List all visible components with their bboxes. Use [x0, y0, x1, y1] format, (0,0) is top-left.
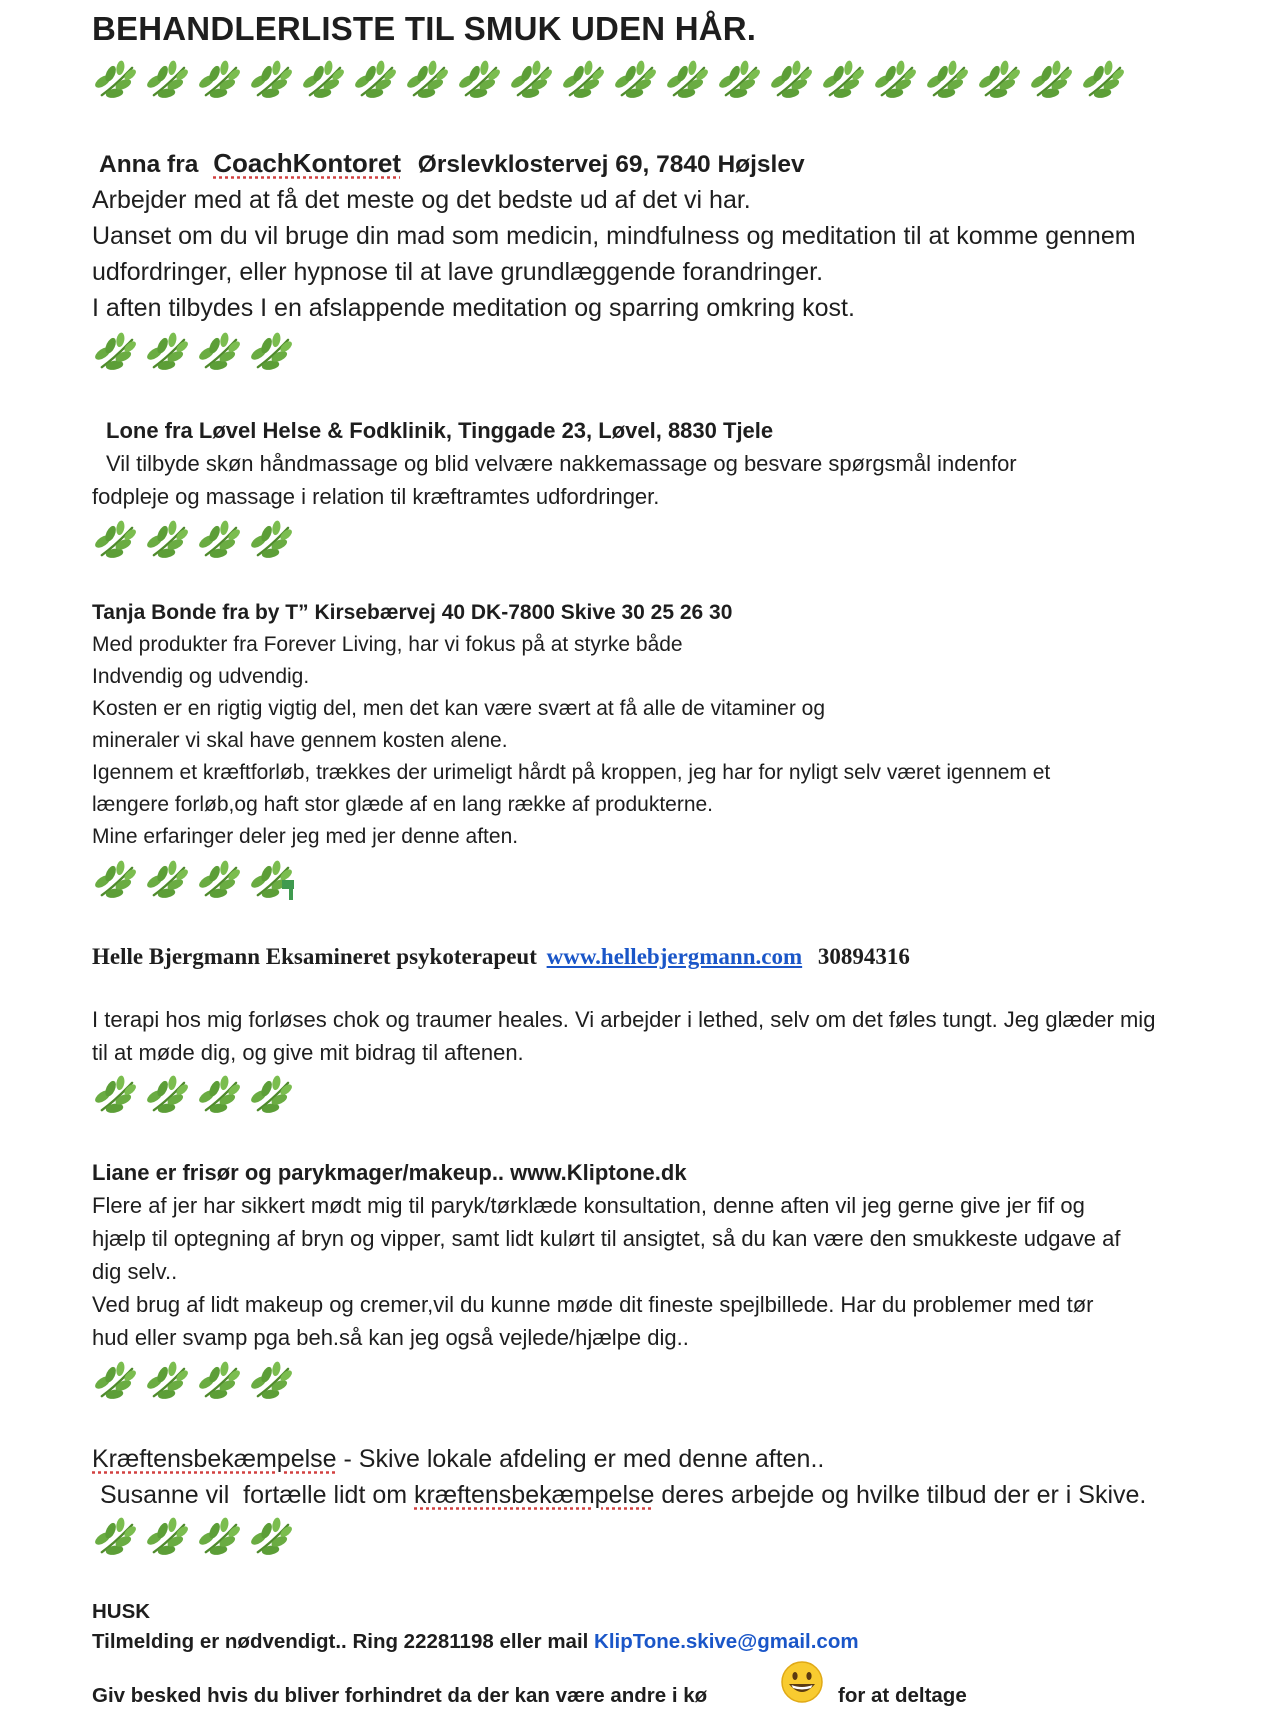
helle-line-1: I terapi hos mig forløses chok og traumer heales. Vi arbejder i lethed, selv om det føles tungt. Jeg glæder mig: [92, 1007, 1156, 1032]
herb-leaf-icon: [822, 60, 865, 103]
lone-line-2: fodpleje og massage i relation til kræftramtes udfordringer.: [92, 484, 660, 509]
herb-leaf-icon: [562, 60, 605, 103]
herb-leaf-icon: [978, 60, 1021, 103]
page-title: BEHANDLERLISTE TIL SMUK UDEN HÅR.: [92, 10, 757, 47]
herb-leaf-icon: [1082, 60, 1125, 103]
lone-heading: Lone fra Løvel Helse & Fodklinik, Tinggade 23, Løvel, 8830 Tjele: [106, 418, 774, 443]
signup-line: [92, 1630, 859, 1654]
anna-heading: [99, 148, 805, 179]
herb-leaf-icon: [250, 520, 293, 563]
lone-line-1: Vil tilbyde skøn håndmassage og blid velvære nakkemassage og besvare spørgsmål indenfor: [106, 451, 1017, 476]
anna-line-3: udfordringer, eller hypnose til at lave grundlæggende forandringer.: [92, 258, 824, 286]
leaf-row: [94, 860, 293, 903]
anna-address: Ørslevklostervej 69, 7840 Højslev: [417, 151, 805, 178]
leaf-row: [94, 332, 293, 375]
helle-line-2: til at møde dig, og give mit bidrag til aftenen.: [92, 1040, 524, 1065]
herb-leaf-icon: [614, 60, 657, 103]
herb-leaf-icon: [250, 1517, 293, 1560]
kraeft-line-2-b: deres arbejde og hvilke tilbud der er i Skive.: [654, 1481, 1147, 1509]
anna-line-1: Arbejder med at få det meste og det bedste ud af det vi har.: [92, 186, 751, 214]
anna-line-2: Uanset om du vil bruge din mad som medicin, mindfulness og meditation til at komme gennem: [92, 222, 1136, 250]
notice-line-b: for at deltage: [838, 1684, 967, 1707]
herb-leaf-icon: [458, 60, 501, 103]
herb-leaf-icon: [198, 1517, 241, 1560]
tanja-line-4: mineraler vi skal have gennem kosten alene.: [92, 729, 508, 752]
herb-leaf-icon: [198, 520, 241, 563]
herb-leaf-icon: [94, 1075, 137, 1118]
herb-leaf-icon: [1030, 60, 1073, 103]
flag-icon: [282, 880, 294, 889]
herb-leaf-icon: [510, 60, 553, 103]
leaf-row: [94, 520, 293, 563]
herb-leaf-icon: [94, 332, 137, 375]
herb-leaf-icon: [146, 1361, 189, 1404]
tanja-heading: Tanja Bonde fra by T” Kirsebærvej 40 DK-7800 Skive 30 25 26 30: [92, 601, 733, 624]
herb-leaf-icon: [198, 332, 241, 375]
herb-leaf-icon: [94, 1517, 137, 1560]
leaf-row: [94, 1361, 293, 1404]
herb-leaf-icon: [250, 860, 293, 903]
herb-leaf-icon: [146, 1517, 189, 1560]
herb-leaf-icon: [874, 60, 917, 103]
herb-leaf-icon: [302, 60, 345, 103]
liane-heading: Liane er frisør og parykmager/makeup.. www.Kliptone.dk: [92, 1160, 687, 1185]
leaf-row: [94, 1517, 293, 1560]
liane-line-4: Ved brug af lidt makeup og cremer,vil du kunne møde dit fineste spejlbillede. Har du problemer med tør: [92, 1292, 1094, 1317]
kraeft-line-1-rest: - Skive lokale afdeling er med denne aften..: [336, 1445, 825, 1473]
helle-phone: 30894316: [817, 944, 910, 969]
herb-leaf-icon: [666, 60, 709, 103]
kraeft-line-2: [100, 1481, 1146, 1510]
tanja-line-7: Mine erfaringer deler jeg med jer denne aften.: [92, 825, 519, 848]
leaf-row: [94, 60, 1125, 103]
grinning-face-icon: [780, 1660, 824, 1704]
notice-line-a: Giv besked hvis du bliver forhindret da der kan være andre i kø: [92, 1684, 708, 1707]
helle-title: Helle Bjergmann Eksamineret psykoterapeut: [92, 944, 537, 969]
leaf-row: [94, 1075, 293, 1118]
kraeft-line-2-a: Susanne vil fortælle lidt om: [100, 1481, 415, 1509]
tanja-line-3: Kosten er en rigtig vigtig del, men det kan være svært at få alle de vitaminer og: [92, 697, 826, 720]
herb-leaf-icon: [926, 60, 969, 103]
liane-line-2: hjælp til optegning af bryn og vipper, samt lidt kulørt til ansigtet, så du kan være den smukkeste udgave af: [92, 1226, 1121, 1251]
herb-leaf-icon: [94, 60, 137, 103]
kraeft-name: Kræftensbekæmpelse: [92, 1445, 337, 1473]
anna-org: CoachKontoret: [213, 148, 401, 178]
tanja-line-1: Med produkter fra Forever Living, har vi fokus på at styrke både: [92, 633, 683, 656]
email-link[interactable]: KlipTone.skive@gmail.com: [594, 1630, 859, 1653]
herb-leaf-icon: [198, 60, 241, 103]
kraeft-line-2-name: kræftensbekæmpelse: [414, 1481, 655, 1509]
herb-leaf-icon: [94, 520, 137, 563]
herb-leaf-icon: [146, 332, 189, 375]
anna-line-4: I aften tilbydes I en afslappende meditation og sparring omkring kost.: [92, 294, 855, 322]
tanja-line-2: Indvendig og udvendig.: [92, 665, 310, 688]
tanja-line-6: længere forløb,og haft stor glæde af en lang række af produkterne.: [92, 793, 714, 816]
anna-prefix: Anna fra: [99, 151, 199, 178]
kraeft-line-1: [92, 1445, 824, 1474]
signup-text: Tilmelding er nødvendigt.. Ring 22281198 eller mail: [92, 1630, 595, 1653]
herb-leaf-icon: [250, 1361, 293, 1404]
herb-leaf-icon: [354, 60, 397, 103]
liane-line-1: Flere af jer har sikkert mødt mig til paryk/tørklæde konsultation, denne aften vil jeg gerne give jer fif og: [92, 1193, 1085, 1218]
herb-leaf-icon: [770, 60, 813, 103]
helle-heading: [92, 944, 910, 970]
herb-leaf-icon: [146, 520, 189, 563]
herb-leaf-icon: [718, 60, 761, 103]
husk-heading: HUSK: [92, 1600, 151, 1623]
tanja-line-5: Igennem et kræftforløb, trækkes der urimeligt hårdt på kroppen, jeg har for nyligt selv været igennem et: [92, 761, 1051, 784]
liane-line-3: dig selv..: [92, 1259, 178, 1284]
herb-leaf-icon: [146, 60, 189, 103]
herb-leaf-icon: [198, 860, 241, 903]
herb-leaf-icon: [146, 860, 189, 903]
herb-leaf-icon: [250, 60, 293, 103]
helle-website-link[interactable]: www.hellebjergmann.com: [546, 944, 803, 969]
liane-line-5: hud eller svamp pga beh.så kan jeg også vejlede/hjælpe dig..: [92, 1325, 689, 1350]
herb-leaf-icon: [198, 1075, 241, 1118]
herb-leaf-icon: [250, 1075, 293, 1118]
herb-leaf-icon: [406, 60, 449, 103]
herb-leaf-icon: [146, 1075, 189, 1118]
herb-leaf-icon: [250, 332, 293, 375]
herb-leaf-icon: [94, 1361, 137, 1404]
herb-leaf-icon: [94, 860, 137, 903]
herb-leaf-icon: [198, 1361, 241, 1404]
